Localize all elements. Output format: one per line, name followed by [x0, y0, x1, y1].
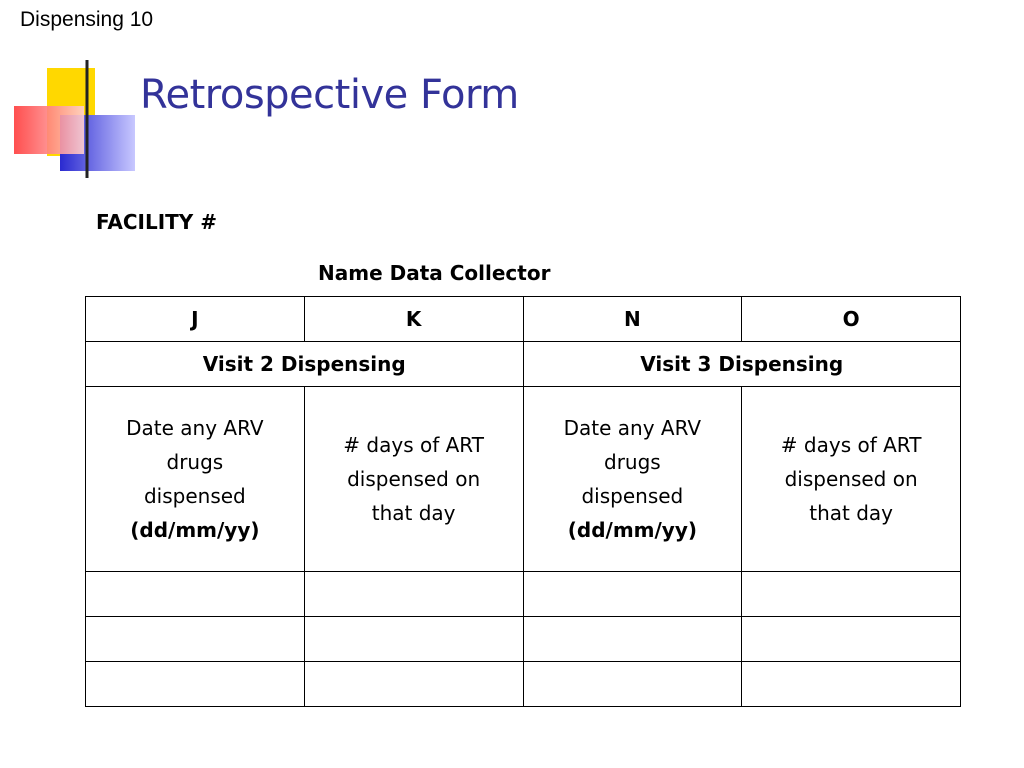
column-letter-k: K [304, 297, 523, 342]
date-text-line-1: Date any ARV [563, 416, 702, 440]
column-letter-n: N [523, 297, 742, 342]
date-format: (dd/mm/yy) [130, 518, 260, 542]
date-text-line-3: dispensed [581, 484, 684, 508]
column-letter-o: O [742, 297, 961, 342]
column-letter-row [86, 297, 961, 342]
days-text-line-3: that day [371, 501, 456, 525]
date-text-line-2: drugs [604, 450, 661, 474]
days-text-line-2: dispensed on [347, 467, 481, 491]
visit-2-header: Visit 2 Dispensing [86, 342, 524, 387]
visit-3-date-header [523, 387, 742, 572]
entry-cell[interactable] [86, 572, 305, 617]
collector-label: Name Data Collector [318, 261, 551, 285]
date-text-line-1: Date any ARV [126, 416, 264, 440]
entry-cell[interactable] [742, 572, 961, 617]
blank-entry-row [86, 617, 961, 662]
blank-entry-row [86, 662, 961, 707]
entry-cell[interactable] [86, 662, 305, 707]
deco-red-square [14, 106, 84, 154]
entry-cell[interactable] [523, 572, 742, 617]
entry-cell[interactable] [304, 617, 523, 662]
blank-entry-row [86, 572, 961, 617]
entry-cell[interactable] [742, 617, 961, 662]
visit-3-header: Visit 3 Dispensing [523, 342, 961, 387]
retrospective-form-table [85, 296, 961, 707]
facility-label: FACILITY # [96, 210, 217, 234]
entry-cell[interactable] [304, 572, 523, 617]
days-text-line-3: that day [809, 501, 893, 525]
slide-label: Dispensing 10 [20, 8, 154, 31]
description-row [86, 387, 961, 572]
entry-cell[interactable] [742, 662, 961, 707]
slide-title: Retrospective Form [140, 72, 519, 118]
date-text-line-3: dispensed [143, 484, 246, 508]
visit-header-row [86, 342, 961, 387]
days-text-line-2: dispensed on [784, 467, 918, 491]
days-text-line-1: # days of ART [780, 433, 922, 457]
entry-cell[interactable] [304, 662, 523, 707]
entry-cell[interactable] [523, 617, 742, 662]
entry-cell[interactable] [86, 617, 305, 662]
column-letter-j: J [86, 297, 305, 342]
date-text-line-2: drugs [166, 450, 224, 474]
days-text-line-1: # days of ART [343, 433, 484, 457]
visit-2-date-header [86, 387, 305, 572]
date-format: (dd/mm/yy) [567, 518, 698, 542]
visit-3-days-header [742, 387, 961, 572]
visit-2-days-header [304, 387, 523, 572]
entry-cell[interactable] [523, 662, 742, 707]
